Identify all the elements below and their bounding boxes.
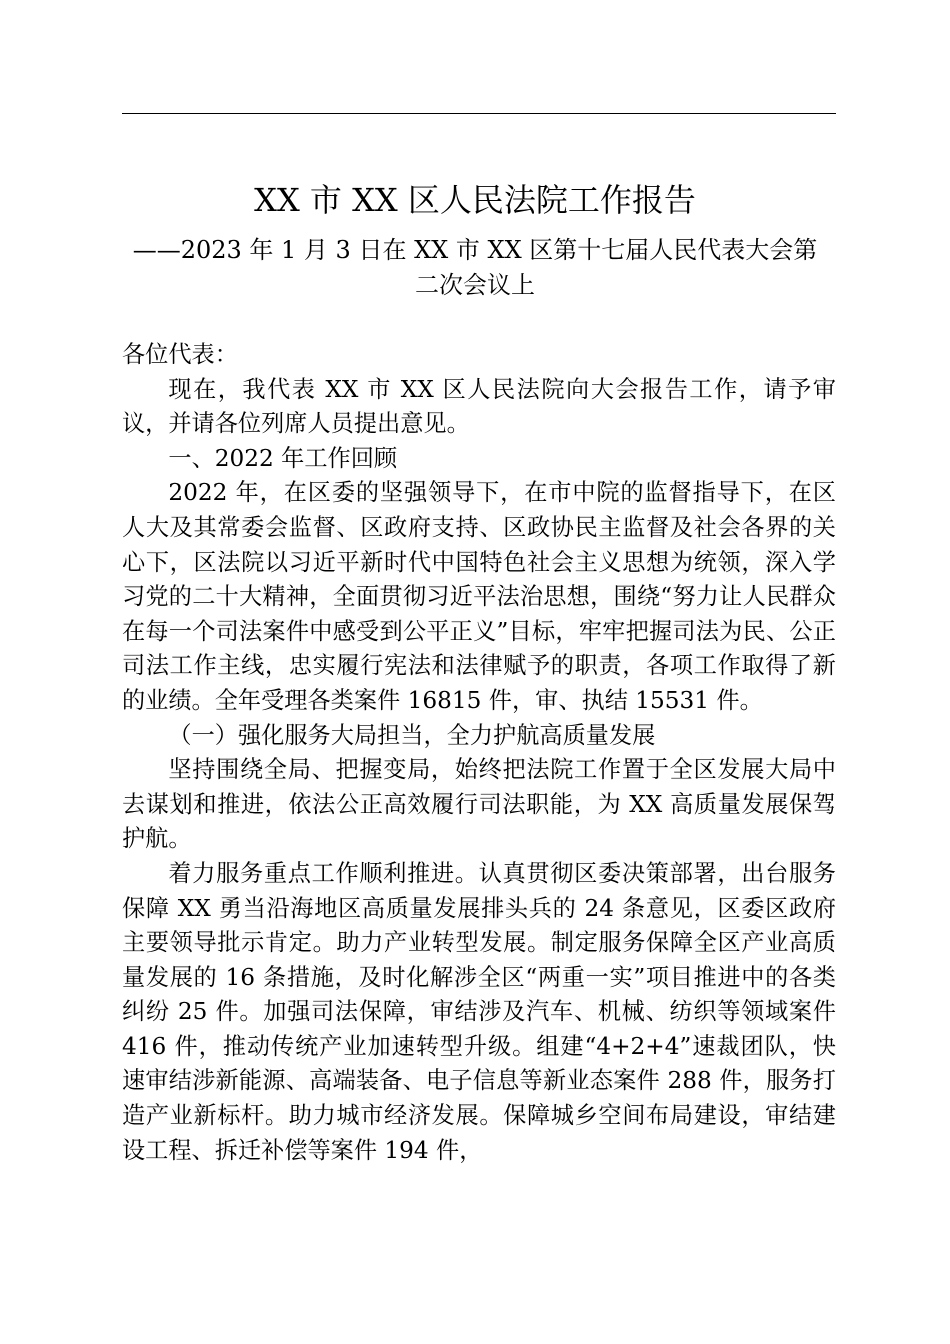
- report-subtitle-line2: 二次会议上: [415, 271, 535, 299]
- paragraph-subsection-intro: 坚持围绕全局、把握变局，始终把法院工作置于全区发展大局中去谋划和推进，依法公正高效履行司法职能，为 XX 高质量发展保驾护航。: [122, 756, 836, 853]
- report-body: [122, 338, 836, 1168]
- subsection-heading-1: （一）强化服务大局担当，全力护航高质量发展: [168, 721, 656, 749]
- report-subtitle-line1: ——2023 年 1 月 3 日在 XX 市 XX 区第十七届人民代表大会第: [132, 236, 818, 264]
- paragraph-key-work: 着力服务重点工作顺利推进。认真贯彻区委决策部署，出台服务保障 XX 勇当沿海地区高质量发展排头兵的 24 条意见，区委区政府主要领导批示肯定。助力产业转型发展。制定服务保障全区产业高质量发展的 16 条措施，及时化解涉全区“两重一实”项目推进中的各类纠纷 25 件。加强司法保障，审结涉及汽车、机械、纺织等领域案件 416 件，推动传统产业加速转型升级。组建“4+2+4”速裁团队，快速审结涉新能源、高端装备、电子信息等新业态案件 288 件，服务打造产业新标杆。助力城市经济发展。保障城乡空间布局建设，审结建设工程、拆迁补偿等案件 194 件，: [122, 859, 836, 1164]
- salutation: 各位代表：: [122, 341, 238, 368]
- section-heading-review: 一、2022 年工作回顾: [168, 444, 398, 472]
- header-rule: [122, 113, 836, 114]
- paragraph-overview: 2022 年，在区委的坚强领导下，在市中院的监督指导下，在区人大及其常委会监督、区政府支持、区政协民主监督及社会各界的关心下，区法院以习近平新时代中国特色社会主义思想为统领，深入学习党的二十大精神，全面贯彻习近平法治思想，围绕“努力让人民群众在每一个司法案件中感受到公平正义”目标，牢牢把握司法为民、公正司法工作主线，忠实履行宪法和法律赋予的职责，各项工作取得了新的业绩。全年受理各类案件 16815 件，审、执结 15531 件。: [122, 479, 836, 714]
- report-title: XX 市 XX 区人民法院工作报告: [254, 181, 696, 219]
- paragraph-intro: 现在，我代表 XX 市 XX 区人民法院向大会报告工作，请予审议，并请各位列席人员提出意见。: [122, 375, 836, 438]
